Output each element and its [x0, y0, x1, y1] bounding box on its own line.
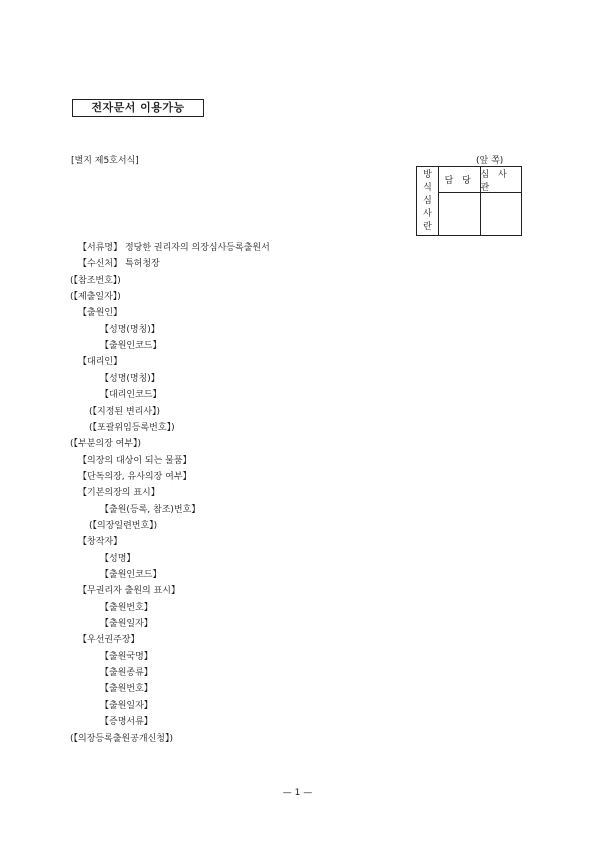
form-field-line: 【의장의 대상이 되는 물품】	[78, 455, 192, 466]
form-field-line: (【포괄위임등록번호】)	[89, 422, 175, 433]
review-label-char: 식	[423, 182, 432, 193]
form-field-line: 【서류명】 정당한 권리자의 의장심사등록출원서	[78, 243, 270, 253]
page-side-note: (앞 쪽)	[476, 156, 504, 166]
form-field-line: (【의장일련번호】)	[89, 520, 158, 531]
form-field-line: 【성명】	[100, 553, 136, 564]
review-box	[416, 166, 522, 236]
review-column-header: 심 사 관	[481, 167, 522, 193]
form-field-line: 【수신처】 특허청장	[78, 259, 160, 270]
page-number: — 1 —	[282, 788, 313, 798]
form-field-line: 【성명(명칭)】	[100, 373, 160, 384]
form-number: [별지 제5호서식]	[71, 156, 139, 166]
form-field-line: 【출원종류】	[100, 668, 153, 679]
form-field-line: 【출원일자】	[100, 700, 153, 711]
form-field-line: 【출원일자】	[100, 619, 153, 630]
form-field-line: 【대리인코드】	[100, 390, 162, 401]
form-field-line: 【창작자】	[78, 537, 123, 548]
review-box-label	[417, 167, 439, 235]
e-document-badge: 전자문서 이용가능	[72, 99, 204, 117]
form-field-line: (【지정된 변리사】)	[89, 406, 161, 417]
form-field-line: 【출원번호】	[100, 684, 153, 695]
form-field-line: 【출원번호】	[100, 602, 153, 613]
review-column-examiner	[480, 167, 522, 235]
form-field-line: 【증명서류】	[100, 717, 153, 728]
form-field-line: 【단독의장, 유사의장 여부】	[78, 471, 192, 482]
form-field-line: 【출원국명】	[100, 651, 153, 662]
form-field-line: (【의장등록출원공개신청】)	[70, 733, 173, 744]
review-label-char: 란	[423, 221, 432, 232]
form-field-line: 【무권리자 출원의 표시】	[78, 586, 180, 597]
review-signature-cell	[481, 193, 522, 235]
form-field-line: 【출원(등록, 참조)번호】	[100, 504, 201, 515]
review-label-char: 방	[423, 169, 432, 180]
review-column-staff	[439, 167, 480, 235]
form-field-line: 【대리인】	[78, 357, 123, 368]
form-field-line: 【우선권주장】	[78, 635, 140, 646]
form-field-line: (【부분의장 여부】)	[70, 439, 142, 450]
form-field-line: 【출원인】	[78, 308, 123, 319]
review-column-header: 담 당	[439, 167, 480, 193]
form-field-line: (【참조번호】)	[70, 275, 121, 286]
form-field-line: 【기본의장의 표시】	[78, 488, 160, 499]
form-field-line: 【성명(명칭)】	[100, 324, 160, 335]
form-field-line: (【제출일자】)	[70, 292, 121, 303]
form-field-line: 【출원인코드】	[100, 341, 162, 352]
review-signature-cell	[439, 193, 480, 235]
review-label-char: 심	[423, 195, 432, 206]
review-label-char: 사	[423, 208, 432, 219]
form-field-line: 【출원인코드】	[100, 570, 162, 580]
